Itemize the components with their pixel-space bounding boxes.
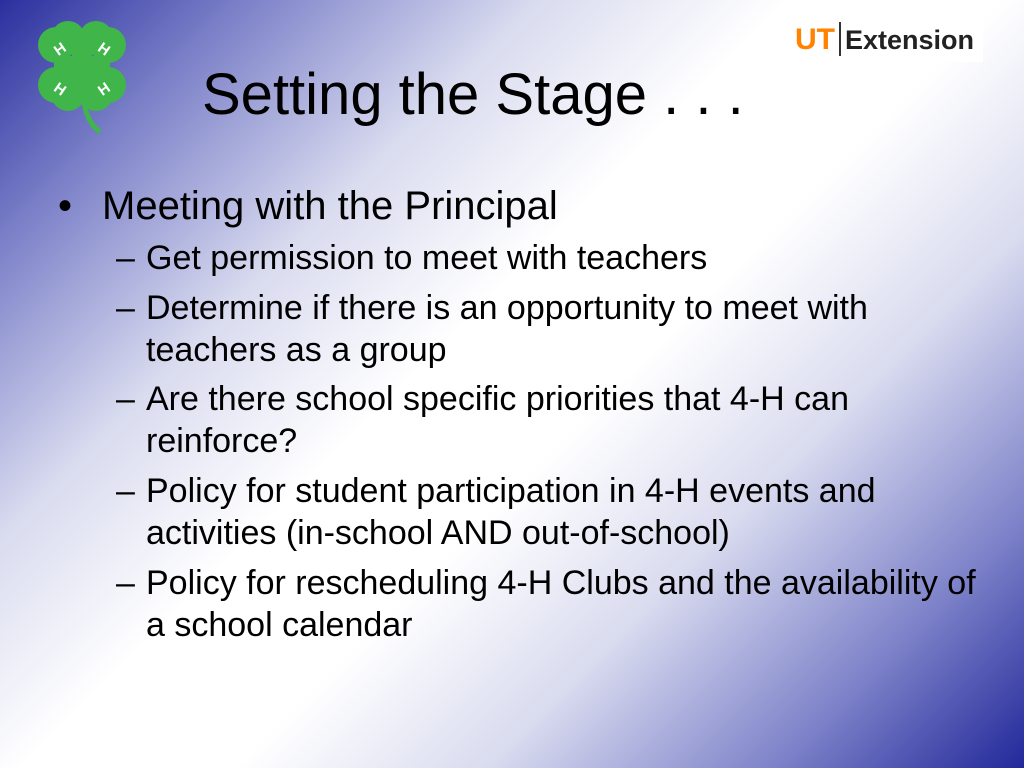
sub-bullet-text: Policy for rescheduling 4-H Clubs and the availability of a school calendar — [146, 563, 976, 644]
bullet-text: Meeting with the Principal — [102, 184, 558, 228]
clover-leaf-letter: H — [94, 79, 114, 100]
dash-marker: – — [116, 288, 135, 327]
sub-bullet-item — [116, 471, 978, 555]
page-title: Setting the Stage . . . — [202, 62, 744, 127]
dash-marker: – — [116, 239, 135, 277]
sub-bullet-item — [116, 563, 978, 647]
dash-marker: – — [116, 472, 135, 511]
ut-mark: UT — [795, 23, 835, 56]
sub-bullet-text: Determine if there is an opportunity to meet with teachers as a group — [146, 288, 868, 369]
bullet-item — [58, 182, 978, 230]
sub-bullet-text: Policy for student participation in 4-H events and activities (in-school AND out-of-school) — [146, 472, 876, 552]
bullet-marker: • — [58, 184, 73, 228]
dash-marker: – — [116, 563, 135, 602]
sub-bullet-text: Are there school specific priorities that 4-H can reinforce? — [146, 380, 849, 461]
sub-bullet-text: Get permission to meet with teachers — [146, 239, 708, 277]
sub-bullet-item — [116, 288, 978, 372]
sub-bullet-item — [116, 379, 978, 463]
dash-marker: – — [116, 380, 135, 419]
4-h-clover-icon — [26, 18, 138, 136]
slide-content — [58, 182, 978, 654]
extension-text: Extension — [845, 25, 975, 55]
ut-extension-logo — [793, 16, 983, 62]
clover-leaf-letter: H — [94, 39, 114, 60]
sub-bullet-item — [116, 238, 978, 280]
clover-leaf-letter: H — [50, 39, 70, 60]
clover-leaf-letter: H — [50, 79, 70, 100]
